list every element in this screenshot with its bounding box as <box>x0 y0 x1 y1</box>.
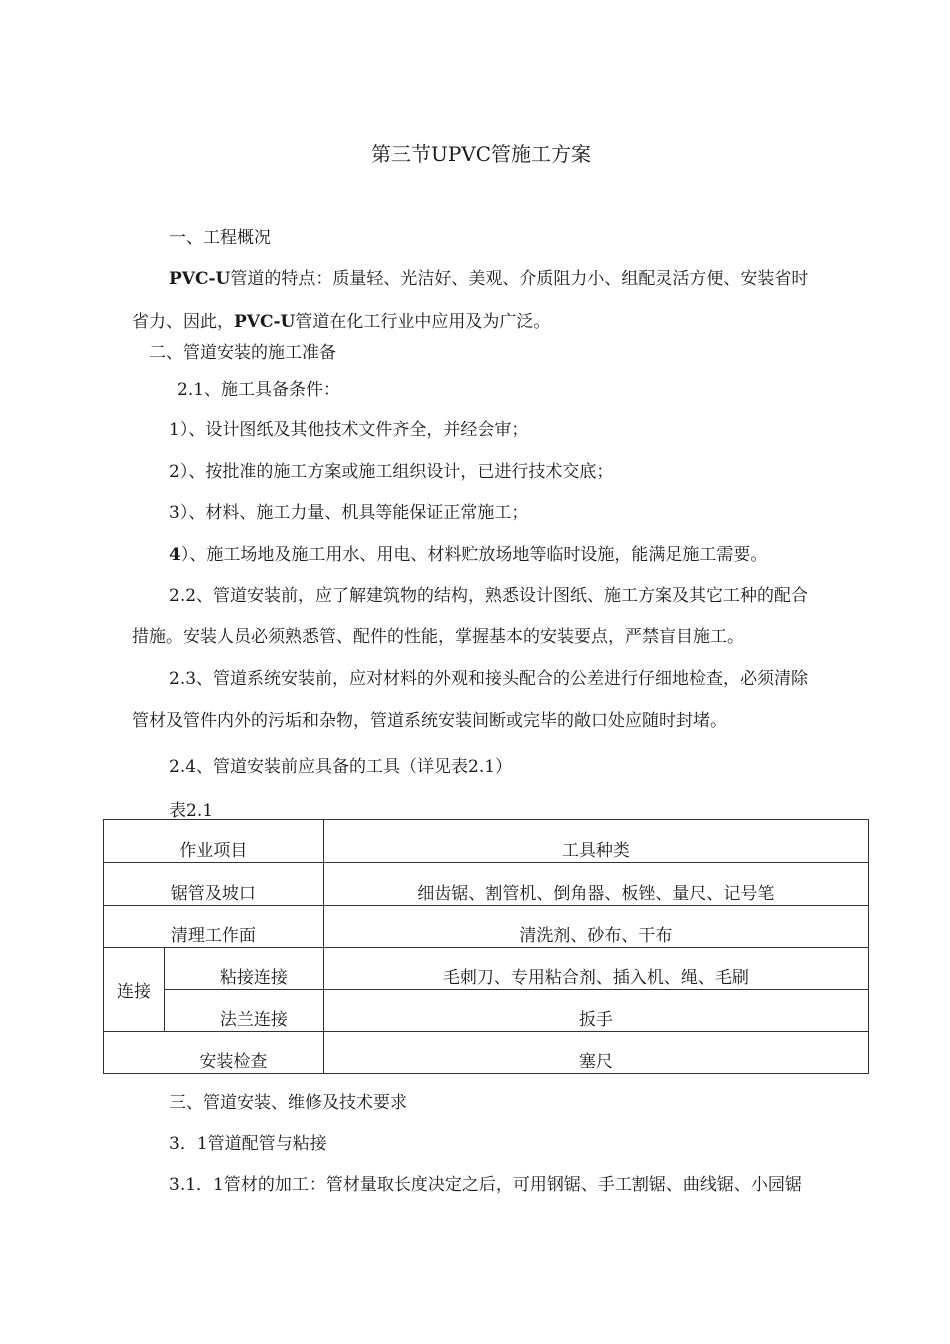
list-text: ）、施工场地及施工用水、用电、材料贮放场地等临时设施，能满足施工需要。 <box>180 545 768 565</box>
list-item: 1）、设计图纸及其他技术文件齐全，并经会审； <box>169 420 529 440</box>
table-header-row <box>104 820 869 863</box>
section-1-heading: 一、工程概况 <box>169 228 271 248</box>
section-2-3-line-2: 管材及管件内外的污垢和杂物，管道系统安装间断或完毕的敞口处应随时封堵。 <box>132 711 727 731</box>
section-2-3-line-1: 2.3、管道系统安装前，应对材料的外观和接头配合的公差进行仔细地检查，必须清除 <box>169 669 809 689</box>
table-header-cell: 工具种类 <box>323 820 868 863</box>
table-row <box>104 906 869 948</box>
table-cell: 塞尺 <box>323 1032 868 1074</box>
section-2-1-heading: 2.1、施工具备条件： <box>177 380 341 400</box>
table-row <box>104 863 869 906</box>
paragraph-text: 省力、因此， <box>132 312 234 332</box>
list-item <box>169 545 767 565</box>
table-row <box>104 1032 869 1074</box>
list-item: 3）、材料、施工力量、机具等能保证正常施工； <box>169 503 529 523</box>
table-row <box>104 990 869 1032</box>
section-2-2-line-2: 措施。安装人员必须熟悉管、配件的性能，掌握基本的安装要点，严禁盲目施工。 <box>132 627 744 647</box>
table-group-cell: 连接 <box>104 948 165 1032</box>
list-number: 4 <box>169 545 181 565</box>
table-row <box>104 948 869 990</box>
section-1-paragraph-line-1 <box>169 269 808 289</box>
section-3-1-heading: 3．1管道配管与粘接 <box>169 1134 327 1154</box>
table-cell: 粘接连接 <box>164 948 323 990</box>
section-3-1-1-text: 3.1．1管材的加工：管材量取长度决定之后，可用钢锯、手工割锯、曲线锯、小园锯 <box>169 1175 802 1195</box>
section-3-heading: 三、管道安装、维修及技术要求 <box>169 1093 407 1113</box>
pvc-u-term: PVC-U <box>169 269 231 289</box>
table-cell: 锯管及坡口 <box>104 863 324 906</box>
section-2-heading: 二、管道安装的施工准备 <box>149 343 336 363</box>
paragraph-text: 管道在化工行业中应用及为广泛。 <box>295 312 551 332</box>
table-cell: 细齿锯、割管机、倒角器、板锉、量尺、记号笔 <box>323 863 868 906</box>
table-cell: 扳手 <box>323 990 868 1032</box>
table-cell: 法兰连接 <box>164 990 323 1032</box>
table-cell: 清洗剂、砂布、干布 <box>323 906 868 948</box>
section-1-paragraph-line-2 <box>132 312 550 332</box>
section-2-2-line-1: 2.2、管道安装前，应了解建筑物的结构，熟悉设计图纸、施工方案及其它工种的配合 <box>169 586 809 606</box>
table-cell: 清理工作面 <box>104 906 324 948</box>
table-caption: 表2.1 <box>169 801 214 821</box>
list-item: 2）、按批准的施工方案或施工组织设计，已进行技术交底； <box>169 462 614 482</box>
table-cell: 毛刺刀、专用粘合剂、插入机、绳、毛刷 <box>323 948 868 990</box>
tools-table <box>103 819 869 1074</box>
table-header-cell: 作业项目 <box>104 820 324 863</box>
section-2-4-text: 2.4、管道安装前应具备的工具（详见表2.1） <box>169 757 513 777</box>
pvc-u-term: PVC-U <box>234 312 296 332</box>
page-title: 第三节UPVC管施工方案 <box>371 142 592 166</box>
table-cell: 安装检查 <box>104 1032 324 1074</box>
paragraph-text: 管道的特点：质量轻、光洁好、美观、介质阻力小、组配灵活方便、安装省时 <box>230 269 809 289</box>
